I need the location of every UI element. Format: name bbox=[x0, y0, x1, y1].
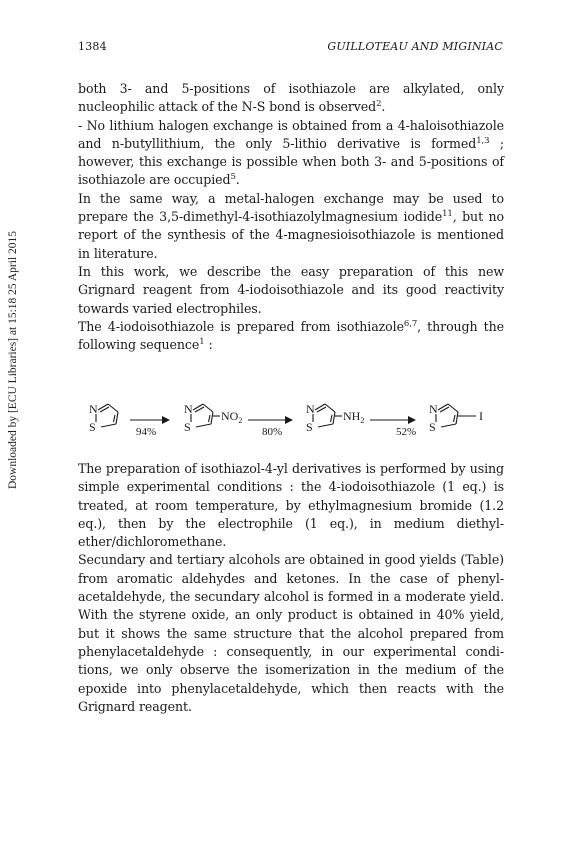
ring3-s-atom: S bbox=[306, 420, 313, 434]
bottom-paragraph bbox=[78, 460, 504, 551]
ring3-n-atom: N bbox=[306, 402, 315, 416]
isothiazole-ring bbox=[96, 404, 118, 427]
text-segment: . bbox=[235, 172, 240, 188]
nitro-group: $NO_2$ bbox=[221, 409, 243, 425]
text-segment: - No lithium halogen exchange is obtained from a 4-haloisothiazole and n-butyllithium, the only 5-lithio derivative is formed bbox=[78, 117, 504, 151]
top-paragraph bbox=[78, 190, 504, 263]
reaction-scheme-graphic bbox=[78, 390, 508, 450]
ring1-s-atom: S bbox=[89, 420, 96, 434]
nitroisothiazole-ring bbox=[191, 404, 220, 427]
text-segment: The preparation of isothiazol-4-yl derivatives is performed by using simple experimental conditions : the 4-iodoisothiazole (1 eq.) is treated, at room temperature, by ethylmagnesium bromide (1.2 eq.), then by the electrophile (1 eq.), in medium diethyl-ether/dichloromethane. bbox=[78, 461, 504, 550]
reaction-arrow-2 bbox=[248, 416, 293, 424]
body-text-top bbox=[78, 80, 504, 354]
yield-step-1: 94% bbox=[136, 426, 157, 438]
ring2-n-atom: N bbox=[184, 402, 193, 416]
reference-superscript: 11 bbox=[442, 209, 453, 220]
top-paragraph bbox=[78, 80, 504, 117]
reaction-arrow-1 bbox=[130, 416, 170, 424]
ring4-n-atom: N bbox=[429, 402, 438, 416]
text-segment: The 4-iodoisothiazole is prepared from isothiazole bbox=[78, 318, 404, 334]
ring4-s-atom: S bbox=[429, 420, 436, 434]
yield-step-2: 80% bbox=[262, 426, 283, 438]
reference-superscript: 6,7 bbox=[403, 318, 418, 329]
reaction-scheme bbox=[78, 390, 508, 450]
ring2-s-atom: S bbox=[184, 420, 191, 434]
iodo-group: I bbox=[479, 409, 483, 423]
page-number: 1384 bbox=[78, 40, 107, 53]
text-segment: ; however, this exchange is possible when both 3- and 5-positions of isothiazole are occupied bbox=[78, 135, 505, 188]
top-paragraph bbox=[78, 117, 504, 190]
reference-superscript: 1 bbox=[199, 337, 205, 348]
reference-superscript: 2 bbox=[376, 99, 382, 110]
text-segment: both 3- and 5-positions of isothiazole are alkylated, only nucleophilic attack of the N-S bond is observed bbox=[78, 81, 504, 115]
text-segment: . bbox=[381, 99, 386, 115]
aminoisothiazole-ring bbox=[313, 404, 342, 427]
iodoisothiazole-ring bbox=[436, 404, 476, 427]
text-segment: Secundary and tertiary alcohols are obtained in good yields (Table) from aromatic aldehydes and ketones. In the case of phenyl-acetaldehyde, the secundary alcohol is formed in a moderate yield. With the styrene oxide, an only product is obtained in 40% yield, but it shows the same structure that the alcohol prepared from phenylacetaldehyde : consequently, in our experimental condi-tions, we only observe the isomerization in the medium of the epoxide into phenylacetaldehyde, which then reacts with the Grignard reagent. bbox=[78, 552, 504, 714]
reaction-arrow-3 bbox=[370, 416, 416, 424]
text-segment: , through the following sequence bbox=[78, 318, 504, 353]
text-segment: , but no report of the synthesis of the 4-magnesioisothiazole is mentioned in literature. bbox=[78, 209, 505, 261]
text-segment: In the same way, a metal-halogen exchange may be used to prepare the 3,5-dimethyl-4-isothiazolylmagnesium iodide bbox=[78, 190, 504, 225]
amino-group: $NH_2$ bbox=[343, 409, 365, 425]
yield-step-3: 52% bbox=[396, 426, 417, 438]
reference-superscript: 5 bbox=[230, 172, 236, 183]
top-paragraph bbox=[78, 263, 504, 318]
body-text-bottom bbox=[78, 460, 504, 716]
running-head: GUILLOTEAU AND MIGINIAC bbox=[327, 40, 503, 53]
reference-superscript: 1,3 bbox=[476, 135, 490, 146]
text-segment: : bbox=[204, 337, 213, 353]
ring1-n-atom: N bbox=[89, 402, 98, 416]
bottom-paragraph bbox=[78, 551, 504, 716]
download-watermark bbox=[6, 110, 20, 610]
page-header bbox=[78, 40, 503, 53]
top-paragraph bbox=[78, 318, 504, 355]
download-note-text: Downloaded by [ECU Libraries] at 15:18 25 April 2015 bbox=[7, 230, 19, 490]
text-segment: In this work, we describe the easy preparation of this new Grignard reagent from 4-iodoisothiazole and its good reactivity towards varied electrophiles. bbox=[78, 263, 504, 316]
